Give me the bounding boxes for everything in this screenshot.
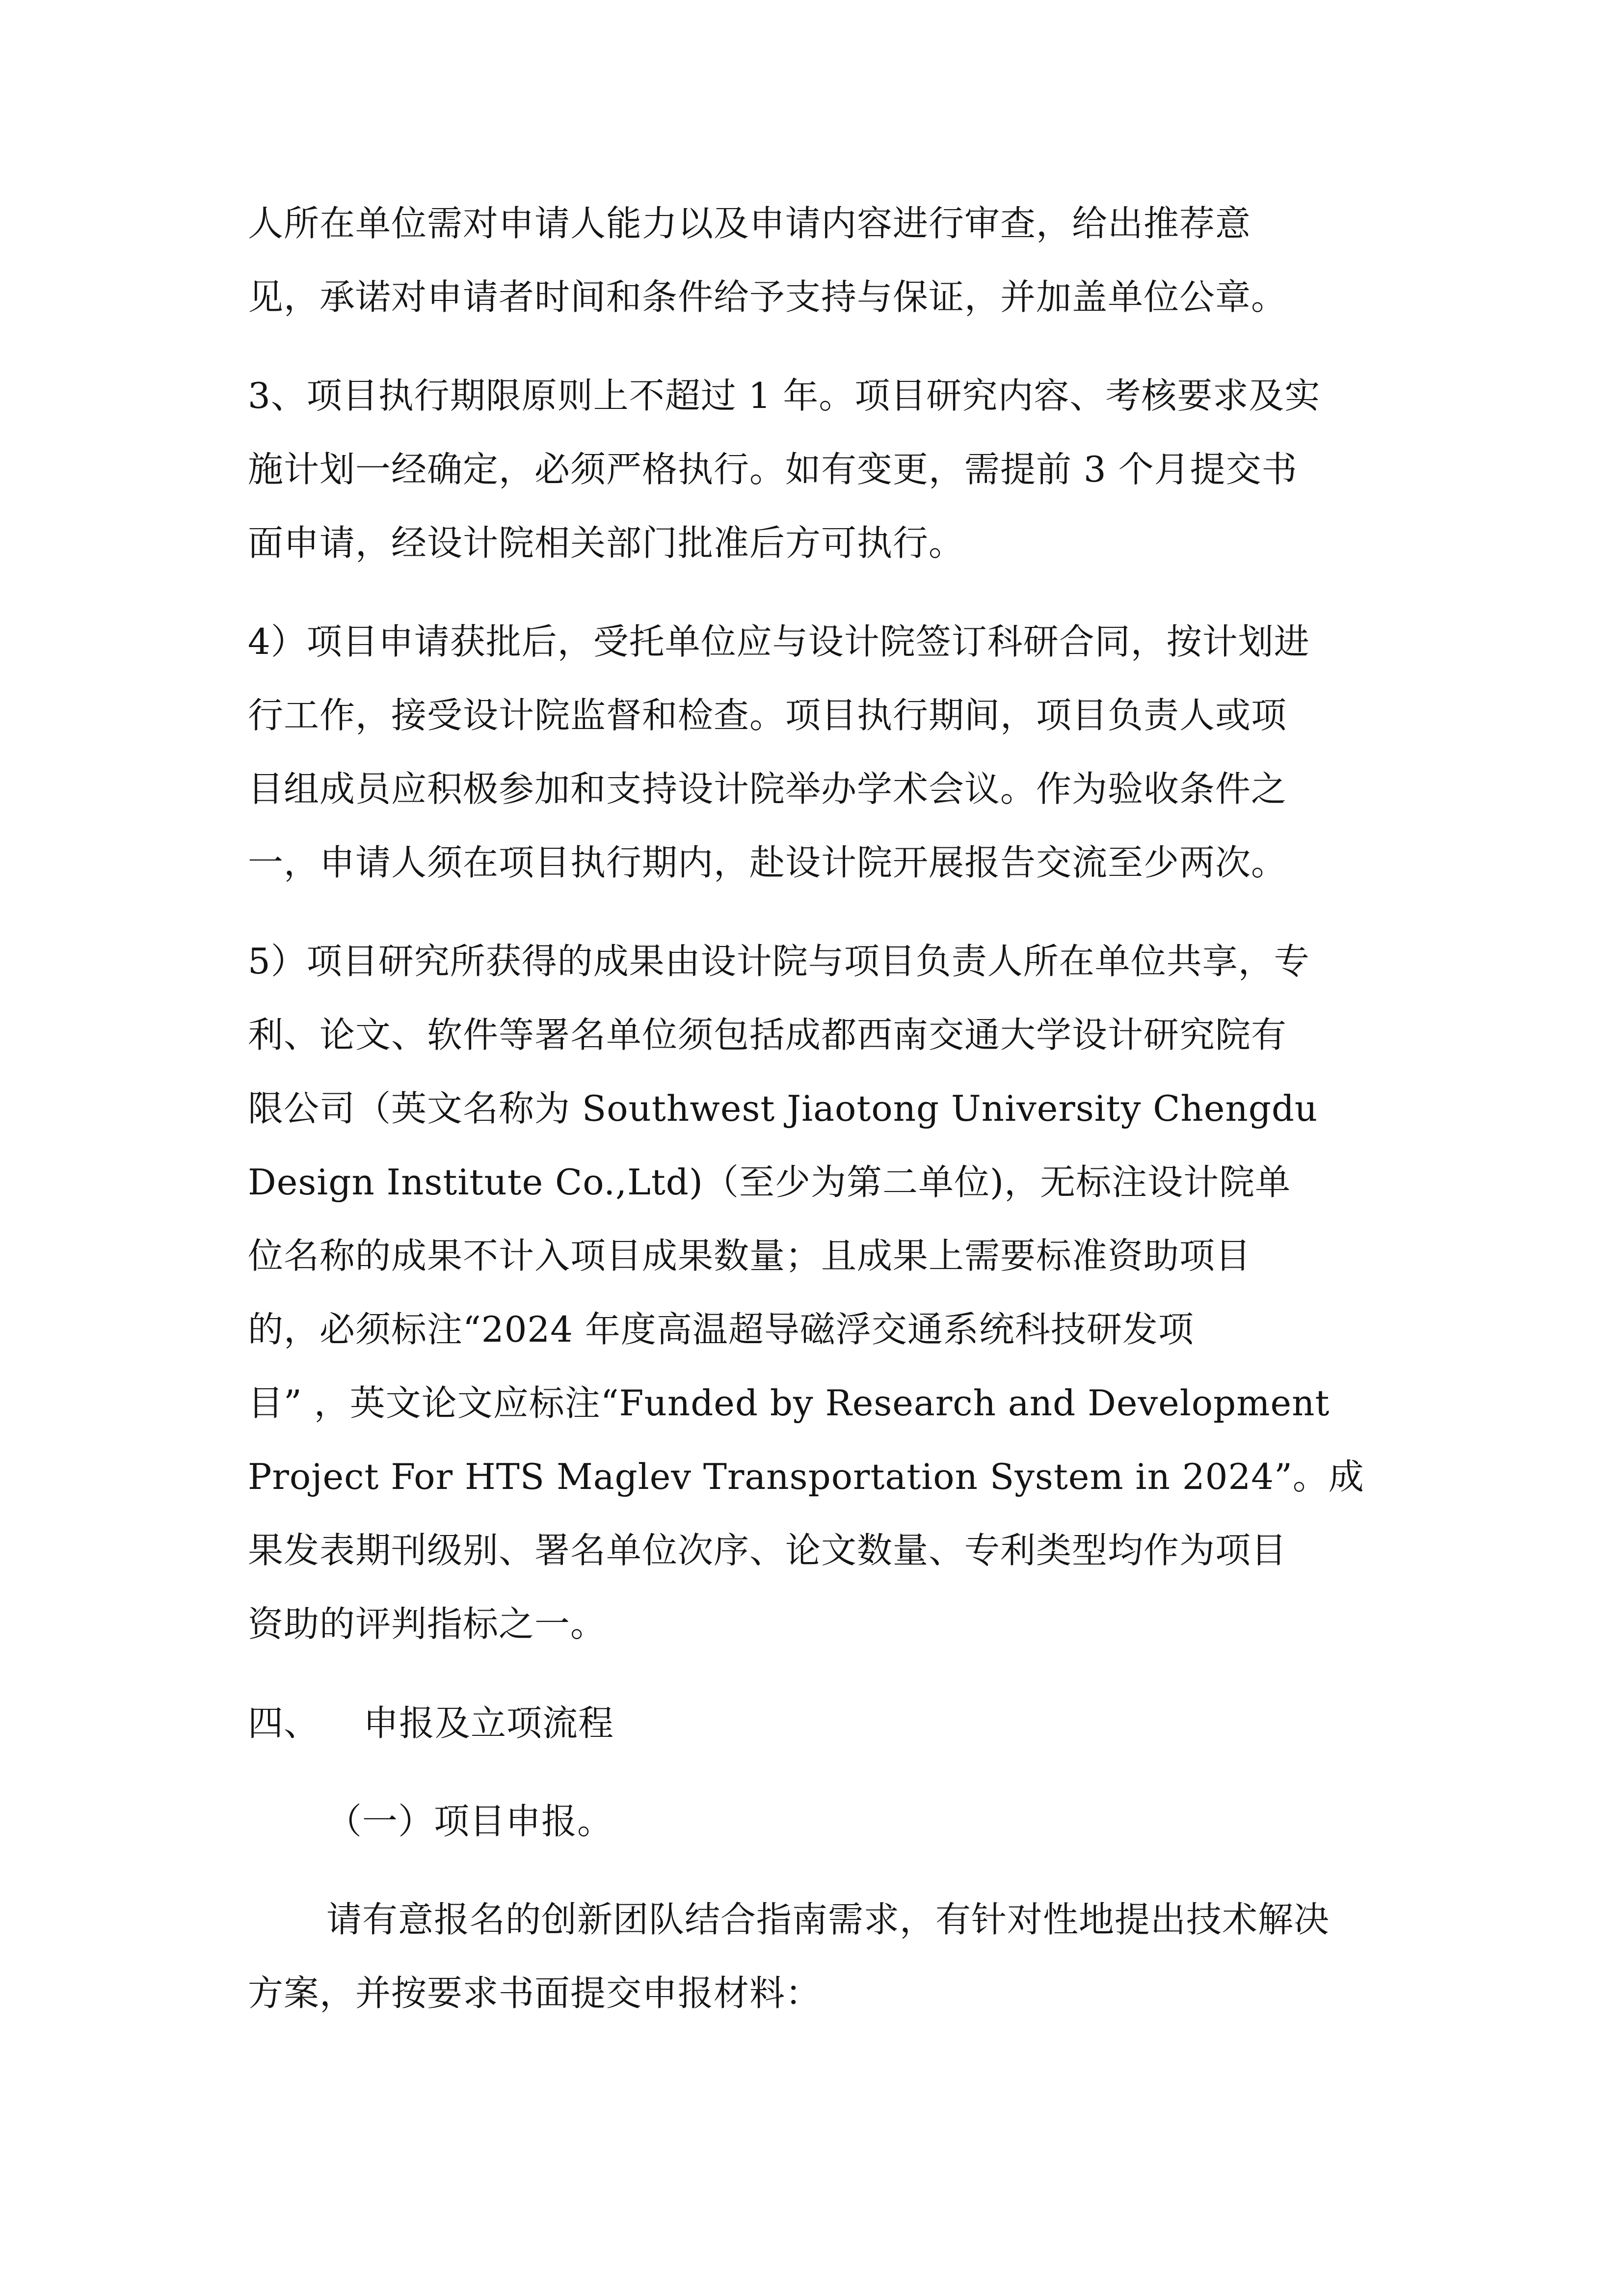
paragraph-line: 行工作，接受设计院监督和检查。项目执行期间，项目负责人或项 xyxy=(248,695,1287,736)
paragraph-line: 目” ，英文论文应标注“Funded by Research and Development xyxy=(248,1382,1330,1424)
paragraph-line: 3、项目执行期限原则上不超过 1 年。项目研究内容、考核要求及实 xyxy=(248,375,1321,416)
section-heading xyxy=(0,1699,1623,1748)
paragraph-line: 4）项目申请获批后，受托单位应与设计院签订科研合同，按计划进 xyxy=(248,621,1310,662)
paragraph-line: 请有意报名的创新团队结合指南需求，有针对性地提出技术解决 xyxy=(326,1899,1330,1940)
section-title: 申报及立项流程 xyxy=(363,1702,614,1744)
paragraph-line: 的，必须标注“2024 年度高温超导磁浮交通系统科技研发项 xyxy=(248,1309,1194,1350)
paragraph-line: 5）项目研究所获得的成果由设计院与项目负责人所在单位共享，专 xyxy=(248,941,1310,982)
paragraph-line: 限公司（英文名称为 Southwest Jiaotong University Chengdu xyxy=(248,1088,1318,1129)
paragraph-line: 施计划一经确定，必须严格执行。如有变更，需提前 3 个月提交书 xyxy=(248,449,1298,490)
paragraph-line: 见，承诺对申请者时间和条件给予支持与保证，并加盖单位公章。 xyxy=(248,276,1287,318)
paragraph-line: 目组成员应积极参加和支持设计院举办学术会议。作为验收条件之 xyxy=(248,768,1287,810)
paragraph-line: 资助的评判指标之一。 xyxy=(248,1603,607,1645)
paragraph-line: 果发表期刊级别、署名单位次序、论文数量、专利类型均作为项目 xyxy=(248,1530,1287,1571)
paragraph-line: 一，申请人须在项目执行期内，赴设计院开展报告交流至少两次。 xyxy=(248,842,1287,883)
paragraph-line: 利、论文、软件等署名单位须包括成都西南交通大学设计研究院有 xyxy=(248,1014,1287,1055)
section-number: 四、 xyxy=(248,1702,320,1744)
paragraph-line: 人所在单位需对申请人能力以及申请内容进行审查，给出推荐意 xyxy=(248,203,1251,244)
paragraph-line: 面申请，经设计院相关部门批准后方可执行。 xyxy=(248,522,965,564)
paragraph-line: 方案，并按要求书面提交申报材料： xyxy=(248,1972,822,2014)
subsection-heading: （一）项目申报。 xyxy=(326,1801,613,1842)
paragraph-line: 位名称的成果不计入项目成果数量；且成果上需要标准资助项目 xyxy=(248,1235,1251,1276)
paragraph-line: Project For HTS Maglev Transportation System in 2024”。成 xyxy=(248,1456,1364,1497)
paragraph-line: Design Institute Co.,Ltd)（至少为第二单位)，无标注设计院单 xyxy=(248,1162,1291,1203)
